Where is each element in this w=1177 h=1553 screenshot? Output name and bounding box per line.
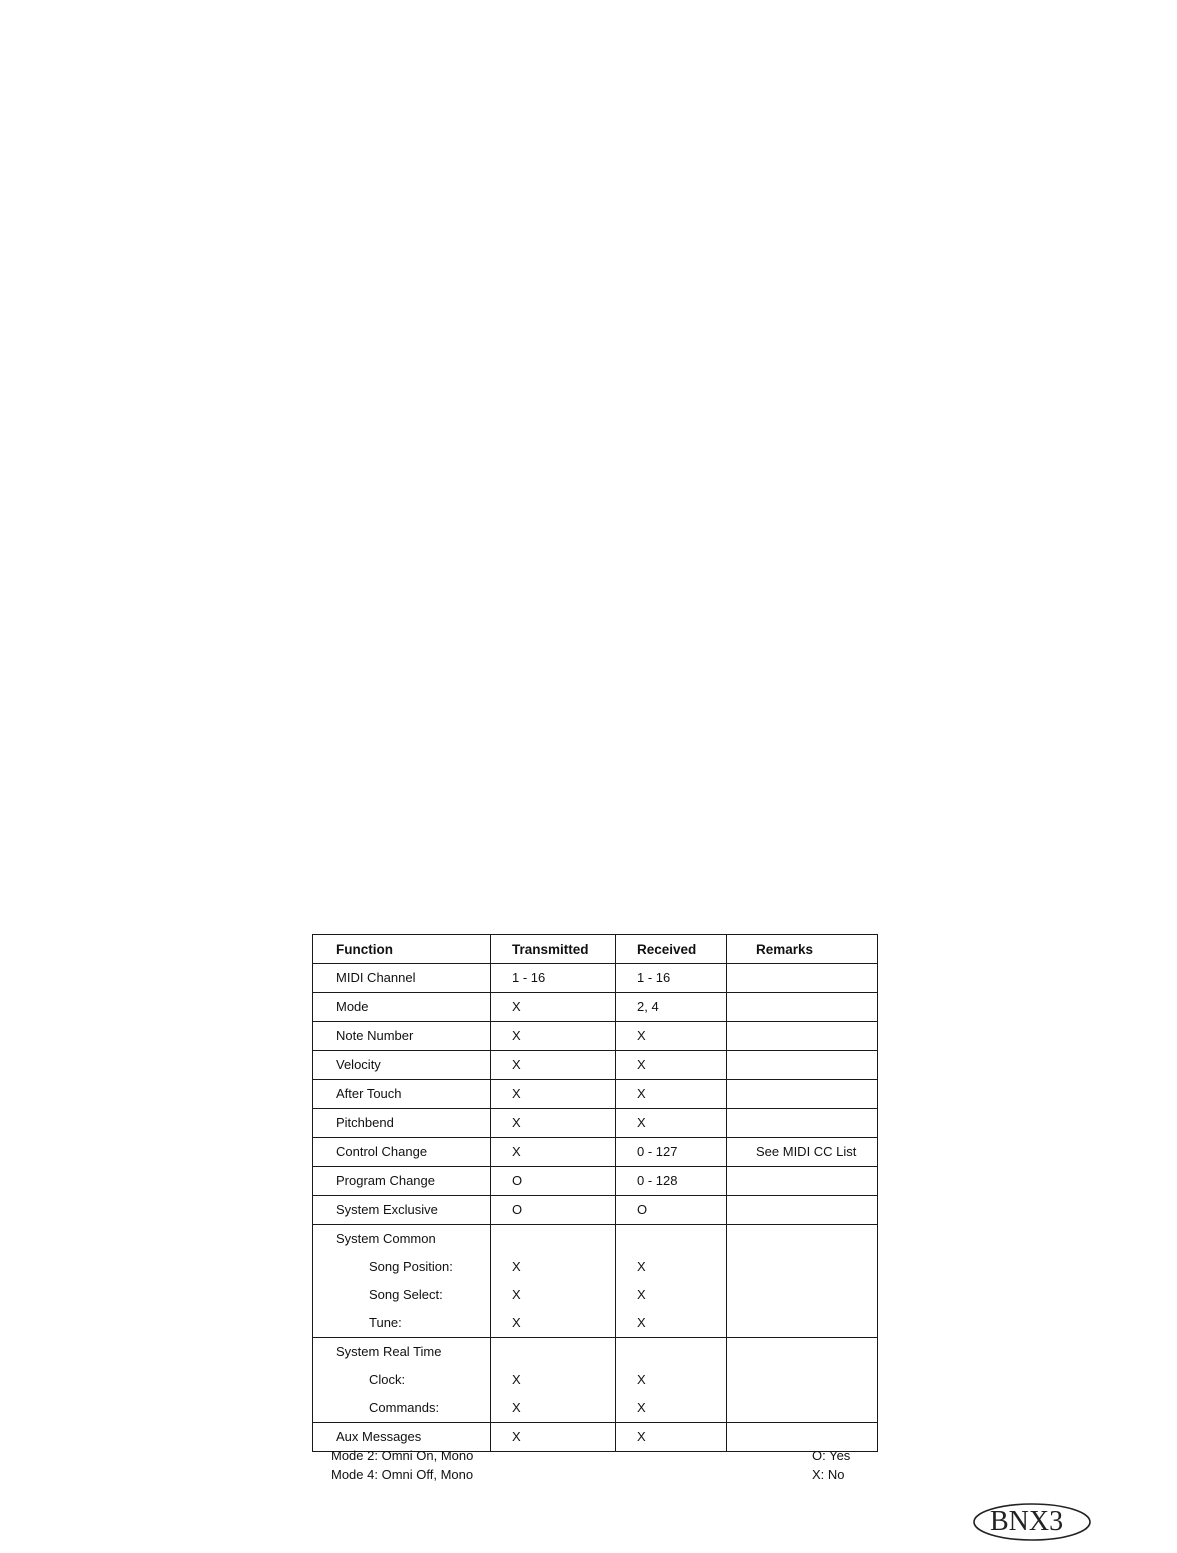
transmitted-value: X [512, 1315, 521, 1330]
cell-transmitted [491, 993, 616, 1022]
transmitted-value: X [512, 1372, 521, 1387]
cell-transmitted [491, 1423, 616, 1452]
cell-remarks [727, 1338, 878, 1423]
bnx3-logo [970, 1496, 1110, 1548]
received-value: X [637, 1400, 646, 1415]
cell-received [616, 1051, 727, 1080]
transmitted-value: X [512, 1259, 521, 1274]
transmitted-value: X [512, 1028, 521, 1043]
received-value: X [637, 1259, 646, 1274]
remarks-value [756, 1051, 877, 1079]
table-header-row [313, 935, 878, 964]
function-value: Commands: [369, 1400, 440, 1415]
remarks-value [756, 1167, 877, 1195]
cell-function [313, 1196, 491, 1225]
table-row [313, 1051, 878, 1080]
remarks-value [756, 1080, 877, 1108]
table-row [313, 993, 878, 1022]
table-row [313, 1167, 878, 1196]
cell-function [313, 1338, 491, 1423]
received-value: X [637, 1028, 646, 1043]
cell-remarks [727, 1109, 878, 1138]
received-value: 0 - 127 [637, 1144, 678, 1159]
table-row [313, 1138, 878, 1167]
cell-received [616, 1109, 727, 1138]
cell-transmitted [491, 1225, 616, 1338]
cell-received [616, 1423, 727, 1452]
function-value: MIDI Channel [336, 970, 416, 985]
remarks-value: See MIDI CC List [756, 1144, 857, 1159]
cell-remarks [727, 1196, 878, 1225]
function-value: Control Change [336, 1144, 428, 1159]
transmitted-value: X [512, 1086, 521, 1101]
transmitted-value: X [512, 1400, 521, 1415]
cell-transmitted [491, 1196, 616, 1225]
cell-received [616, 1022, 727, 1051]
function-value: Clock: [369, 1372, 406, 1387]
function-value: Pitchbend [336, 1115, 394, 1130]
received-value [637, 1225, 726, 1253]
cell-remarks [727, 1423, 878, 1452]
function-value: System Common [336, 1231, 436, 1246]
header-function: Function [313, 935, 491, 964]
transmitted-value: X [512, 999, 521, 1014]
cell-remarks [727, 1080, 878, 1109]
cell-transmitted [491, 1022, 616, 1051]
cell-function [313, 1051, 491, 1080]
cell-transmitted [491, 1051, 616, 1080]
transmitted-value: X [512, 1144, 521, 1159]
cell-received [616, 1138, 727, 1167]
yes-legend: O: Yes [812, 1448, 851, 1463]
cell-remarks [727, 964, 878, 993]
cell-received [616, 1080, 727, 1109]
table-row [313, 1338, 878, 1423]
received-value: 2, 4 [637, 999, 659, 1014]
cell-function [313, 993, 491, 1022]
transmitted-value: X [512, 1115, 521, 1130]
received-value: X [637, 1086, 646, 1101]
function-value: After Touch [336, 1086, 402, 1101]
transmitted-value [512, 1338, 615, 1366]
table-row [313, 1109, 878, 1138]
received-value: X [637, 1057, 646, 1072]
remarks-value [756, 964, 877, 992]
received-value: X [637, 1372, 646, 1387]
cell-function [313, 1138, 491, 1167]
received-value: 1 - 16 [637, 970, 671, 985]
cell-remarks [727, 1167, 878, 1196]
function-value: System Exclusive [336, 1202, 438, 1217]
cell-transmitted [491, 1338, 616, 1423]
cell-function [313, 1225, 491, 1338]
cell-received [616, 1225, 727, 1338]
transmitted-value: X [512, 1287, 521, 1302]
cell-transmitted [491, 1167, 616, 1196]
symbol-legend [812, 1446, 850, 1484]
cell-function [313, 1109, 491, 1138]
cell-received [616, 993, 727, 1022]
cell-remarks [727, 1051, 878, 1080]
function-value: Mode [336, 999, 369, 1014]
function-value: Song Position: [369, 1259, 453, 1274]
cell-remarks [727, 1138, 878, 1167]
cell-remarks [727, 993, 878, 1022]
table-row [313, 964, 878, 993]
received-value: X [637, 1429, 646, 1444]
cell-transmitted [491, 1138, 616, 1167]
mode-legend [331, 1446, 473, 1484]
transmitted-value [512, 1225, 615, 1253]
no-legend: X: No [812, 1467, 845, 1482]
transmitted-value: X [512, 1057, 521, 1072]
function-value: Song Select: [369, 1287, 443, 1302]
cell-received [616, 1196, 727, 1225]
received-value [637, 1338, 726, 1366]
midi-implementation-table [312, 934, 878, 1452]
remarks-value [756, 993, 877, 1021]
remarks-value [756, 1196, 877, 1224]
cell-function [313, 964, 491, 993]
transmitted-value: O [512, 1202, 523, 1217]
received-value: X [637, 1287, 646, 1302]
header-received: Received [616, 935, 727, 964]
header-transmitted: Transmitted [491, 935, 616, 964]
cell-transmitted [491, 964, 616, 993]
cell-transmitted [491, 1080, 616, 1109]
cell-function [313, 1022, 491, 1051]
function-value: Note Number [336, 1028, 414, 1043]
function-value: Velocity [336, 1057, 381, 1072]
table-row [313, 1080, 878, 1109]
function-value: Tune: [369, 1315, 402, 1330]
remarks-value [756, 1022, 877, 1050]
received-value: X [637, 1115, 646, 1130]
transmitted-value: X [512, 1429, 521, 1444]
cell-remarks [727, 1022, 878, 1051]
received-value: O [637, 1202, 648, 1217]
transmitted-value: O [512, 1173, 523, 1188]
received-value: 0 - 128 [637, 1173, 678, 1188]
remarks-value [756, 1225, 877, 1253]
remarks-value [756, 1109, 877, 1137]
cell-function [313, 1080, 491, 1109]
function-value: Program Change [336, 1173, 435, 1188]
logo-text: BNX3 [990, 1506, 1064, 1537]
cell-received [616, 1167, 727, 1196]
table-row [313, 1022, 878, 1051]
remarks-value [756, 1338, 877, 1366]
cell-transmitted [491, 1109, 616, 1138]
cell-received [616, 964, 727, 993]
cell-remarks [727, 1225, 878, 1338]
table-row [313, 1225, 878, 1338]
cell-received [616, 1338, 727, 1423]
transmitted-value: 1 - 16 [512, 970, 546, 985]
received-value: X [637, 1315, 646, 1330]
mode-2-note: Mode 2: Omni On, Mono [331, 1448, 474, 1463]
function-value: System Real Time [336, 1344, 442, 1359]
cell-function [313, 1167, 491, 1196]
mode-4-note: Mode 4: Omni Off, Mono [331, 1467, 474, 1482]
table-row [313, 1196, 878, 1225]
function-value: Aux Messages [336, 1429, 422, 1444]
header-remarks: Remarks [727, 935, 878, 964]
